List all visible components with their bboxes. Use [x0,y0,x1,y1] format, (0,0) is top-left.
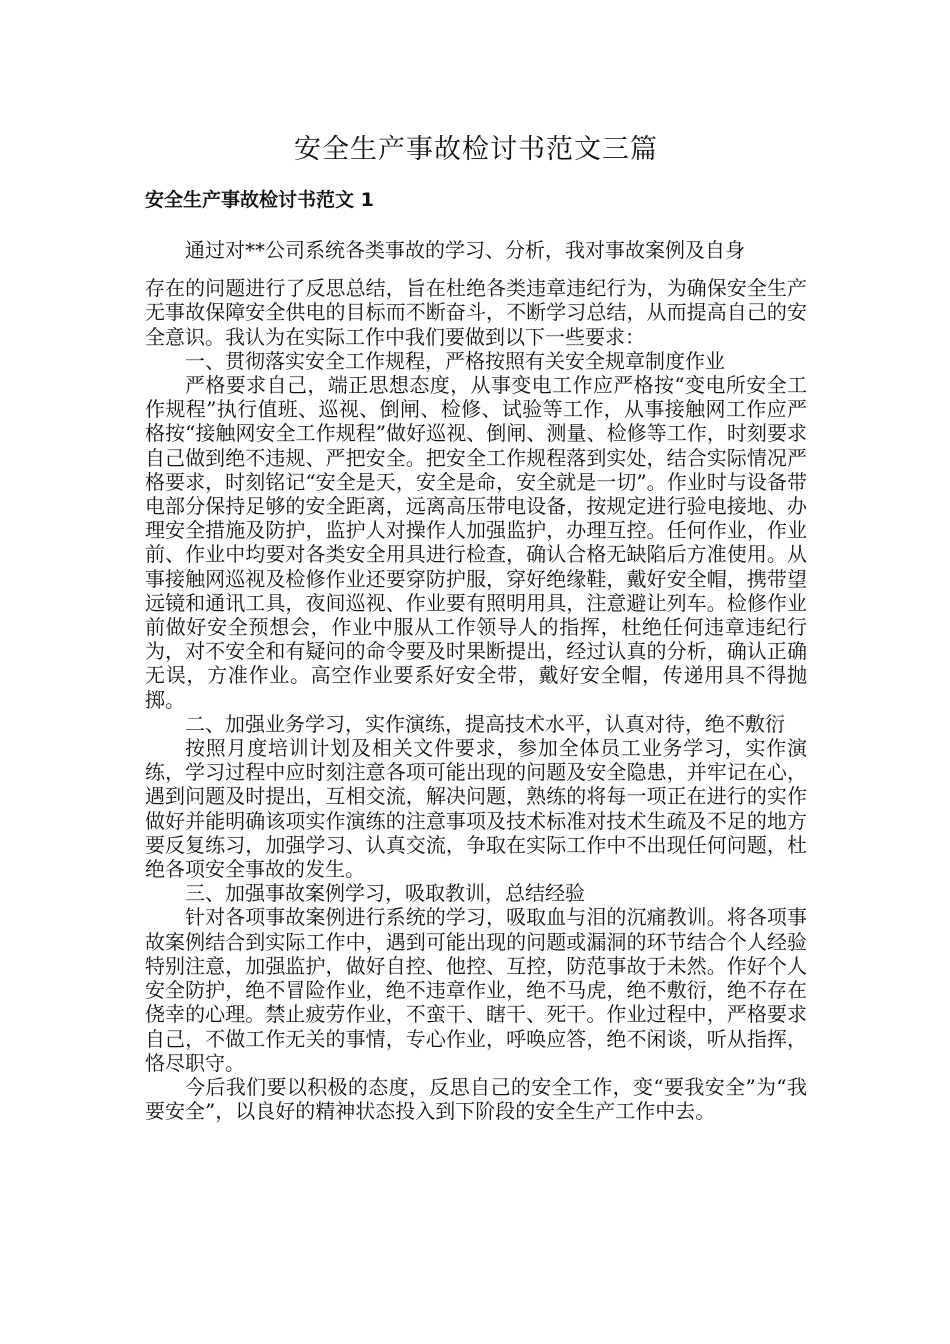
point3-body: 针对各项事故案例进行系统的学习，吸取血与泪的沉痛教训。将各项事故案例结合到实际工作中，遇到可能出现的问题或漏洞的环节结合个人经验特别注意，加强监护，做好自控、他控、互控，防范事故于未然。作好个人安全防护，绝不冒险作业，绝不违章作业，绝不马虎，绝不敷衍，绝不存在侥幸的心理。禁止疲劳作业，不蛮干、瞎干、死干。作业过程中，严格要求自己，不做工作无关的事情，专心作业，呼唤应答，绝不闲谈，听从指挥，恪尽职守。 [145,905,807,1075]
point2-body: 按照月度培训计划及相关文件要求，参加全体员工业务学习，实作演练，学习过程中应时刻注意各项可能出现的问题及安全隐患，并牢记在心，遇到问题及时提出，互相交流，解决问题，熟练的将每一项正在进行的实作做好并能明确该项实作演练的注意事项及技术标准对技术生疏及不足的地方要反复练习，加强学习、认真交流，争取在实际工作中不出现任何问题，杜绝各项安全事故的发生。 [145,736,807,882]
point1-body: 严格要求自己，端正思想态度，从事变电工作应严格按“变电所安全工作规程”执行值班、巡视、倒闸、检修、试验等工作，从事接触网工作应严格按“接触网安全工作规程”做好巡视、倒闸、测量、检修等工作，时刻要求自己做到绝不违规、严把安全。把安全工作规程落到实处，结合实际情况严格要求，时刻铭记“安全是天，安全是命，安全就是一切”。作业时与设备带电部分保持足够的安全距离，远离高压带电设备，按规定进行验电接地、办理安全措施及防护，监护人对操作人加强监护，办理互控。任何作业，作业前、作业中均要对各类安全用具进行检查，确认合格无缺陷后方准使用。从事接触网巡视及检修作业还要穿防护服，穿好绝缘鞋，戴好安全帽，携带望远镜和通讯工具，夜间巡视、作业要有照明用具，注意避让列车。检修作业前做好安全预想会，作业中服从工作领导人的指挥，杜绝任何违章违纪行为，对不安全和有疑问的命令要及时果断提出，经过认真的分析，确认正确无误，方准作业。高空作业要系好安全带，戴好安全帽，传递用具不得抛掷。 [145,373,807,712]
point2-heading: 二、加强业务学习，实作演练，提高技术水平，认真对待，绝不敷衍 [185,711,785,736]
section-heading: 安全生产事故检讨书范文 1 [145,189,374,211]
conclusion-paragraph: 今后我们要以积极的态度，反思自己的安全工作，变“要我安全”为“我要安全”，以良好的精神状态投入到下阶段的安全生产工作中去。 [145,1074,807,1124]
intro-paragraph [145,238,807,349]
document-page [145,128,807,1123]
intro-rest-text: 存在的问题进行了反思总结，旨在杜绝各类违章违纪行为，为确保安全生产无事故保障安全供电的目标而不断奋斗，不断学习总结，从而提高自己的安全意识。我认为在实际工作中我们要做到以下一些要求： [145,276,807,349]
document-title: 安全生产事故检讨书范文三篇 [294,134,658,165]
intro-lead-line: 通过对**公司系统各类事故的学习、分析，我对事故案例及自身 [185,238,745,262]
point3-heading: 三、加强事故案例学习，吸取教训，总结经验 [185,881,585,906]
point1-heading: 一、贯彻落实安全工作规程，严格按照有关安全规章制度作业 [185,348,725,373]
